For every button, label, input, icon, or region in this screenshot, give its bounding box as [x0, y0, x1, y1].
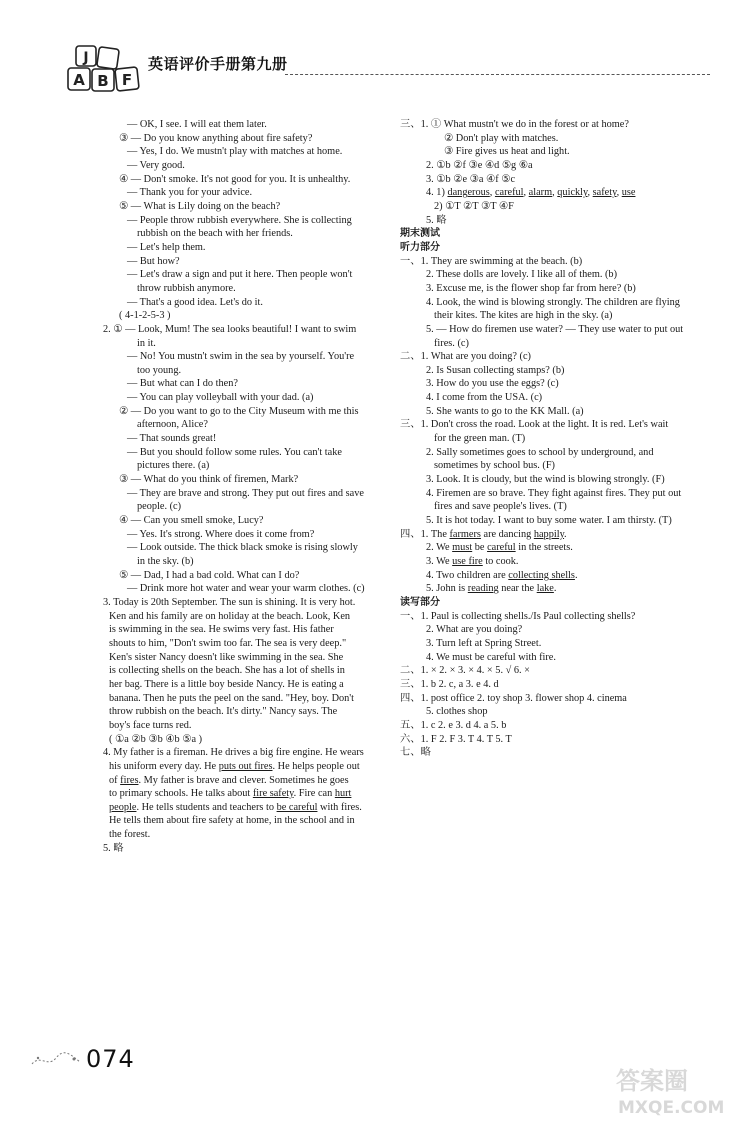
answer-line: — Yes. It's strong. Where does it come from? — [127, 528, 315, 540]
answer-line: 读写部分 — [400, 596, 440, 608]
answer-line: — Drink more hot water and wear your warm clothes. (c) — [127, 583, 365, 595]
page-header — [40, 40, 710, 92]
text-segment: , — [523, 187, 529, 199]
answer-line: 3. ①b ②e ③a ④f ⑤c — [426, 173, 516, 185]
answer-line: afternoon, Alice? — [137, 419, 208, 431]
answer-line: ③ — What do you think of firemen, Mark? — [119, 474, 299, 486]
answer-line: 4. Firemen are so brave. They fight against fires. They put out — [426, 487, 682, 499]
svg-text:MXQE.COM: MXQE.COM — [618, 1098, 725, 1118]
answer-line: 5. She wants to go to the KK Mall. (a) — [426, 405, 584, 417]
answer-line: ③ Fire gives us heat and light. — [444, 146, 570, 158]
answer-line: her bag. There is a little boy beside Nancy. He is eating a — [109, 678, 344, 690]
answer-line: — But how? — [127, 255, 180, 267]
underlined-answer: hurt — [334, 788, 352, 800]
underlined-answer: must — [452, 542, 473, 554]
answer-line: 三、1. Don't cross the road. Look at the light. It is red. Let's wait — [400, 419, 669, 431]
left-column-answers — [93, 118, 378, 855]
answer-line: 5. It is hot today. I want to buy some water. I am thirsty. (T) — [426, 515, 672, 527]
text-segment: are dancing — [480, 528, 534, 540]
text-segment: . — [553, 583, 557, 595]
answer-line: 二、1. What are you doing? (c) — [400, 351, 531, 363]
answer-line: 2. ①b ②f ③e ④d ⑤g ⑥a — [426, 159, 533, 171]
answer-line: boy's face turns red. — [109, 719, 192, 731]
answer-line: their kites. The kites are high in the sky. (a) — [434, 310, 613, 322]
answer-line — [93, 801, 378, 815]
text-segment: to primary schools. He talks about — [109, 788, 253, 800]
answer-line: 5. 略 — [426, 214, 447, 226]
answer-line: 4. I come from the USA. (c) — [426, 392, 543, 404]
underlined-answer: careful — [494, 187, 524, 199]
answer-line: 5. clothes shop — [426, 706, 488, 718]
answer-line: ④ — Don't smoke. It's not good for you. It is unhealthy. — [119, 173, 351, 185]
answer-line: — Let's help them. — [127, 241, 206, 253]
text-segment: to cook. — [482, 556, 519, 567]
underlined-answer: farmers — [449, 528, 481, 540]
answer-line: throw rubbish anymore. — [137, 282, 236, 294]
answer-line: 2) ①T ②T ③T ④F — [434, 200, 514, 212]
answer-line: ② Don't play with matches. — [444, 132, 559, 144]
answer-line — [93, 760, 378, 774]
text-segment: 3. We — [426, 556, 453, 567]
text-segment: with fires. — [317, 801, 362, 813]
answer-line: 3. Today is 20th September. The sun is shining. It is very hot. — [103, 596, 356, 608]
answer-line: in the sky. (b) — [137, 556, 194, 567]
answer-line: 4. Look, the wind is blowing strongly. The children are flying — [426, 296, 680, 308]
text-segment: , — [616, 187, 622, 199]
answer-line: 六、1. F 2. F 3. T 4. T 5. T — [400, 733, 512, 745]
answer-line: 2. These dolls are lovely. I like all of them. (b) — [426, 269, 618, 281]
answer-line: 3. Turn left at Spring Street. — [426, 637, 542, 649]
answer-line: 3. How do you use the eggs? (c) — [426, 378, 559, 390]
answer-line: 5. 略 — [103, 842, 124, 854]
logo-letter-3: F — [121, 71, 133, 89]
answer-line: sometimes by school bus. (F) — [434, 460, 555, 472]
answer-line — [93, 774, 378, 788]
answer-line: 二、1. × 2. × 3. × 4. × 5. √ 6. × — [400, 665, 530, 677]
answer-line: — Yes, I do. We mustn't play with matches at home. — [127, 146, 343, 158]
answer-line: 三、1. ① What mustn't we do in the forest or at home? — [400, 119, 629, 130]
answer-line: 2. Is Susan collecting stamps? (b) — [426, 364, 565, 376]
answer-line: ( ①a ②b ③b ④b ⑤a ) — [109, 733, 203, 745]
answer-line — [93, 814, 378, 828]
answer-line: — You can play volleyball with your dad. (a) — [127, 392, 314, 404]
answer-line — [400, 569, 705, 583]
answer-line: — They are brave and strong. They put out fires and save — [127, 487, 364, 499]
text-segment: 4. 1) — [426, 187, 448, 199]
answer-line: people. (c) — [137, 501, 182, 513]
text-segment: 5. John is — [426, 583, 468, 595]
underlined-answer: careful — [487, 542, 516, 554]
answer-line: 5. — How do firemen use water? — They use water to put out — [426, 323, 684, 335]
answer-line: 四、1. post office 2. toy shop 3. flower shop 4. cinema — [400, 692, 627, 704]
text-segment: his uniform every day. He — [109, 760, 219, 772]
answer-line: — Very good. — [127, 159, 185, 171]
answer-line: is collecting shells on the beach. She has a lot of shells in — [109, 665, 345, 677]
answer-line: — But what can I do then? — [127, 378, 238, 390]
answer-line: ③ — Do you know anything about fire safety? — [119, 132, 313, 144]
logo-letter-2: A — [73, 71, 85, 89]
text-segment: . — [564, 528, 567, 540]
underlined-answer: be careful — [276, 801, 318, 813]
text-segment: , — [489, 187, 495, 199]
underlined-answer: reading — [467, 583, 499, 595]
text-segment: the forest. — [109, 829, 151, 841]
page-number: 074 — [86, 1045, 135, 1073]
text-segment: of — [109, 774, 121, 786]
text-segment: be — [472, 542, 488, 554]
answer-line: 三、1. b 2. c, a 3. e 4. d — [400, 678, 499, 690]
answer-line: — Look outside. The thick black smoke is rising slowly — [127, 542, 358, 554]
underlined-answer: use fire — [452, 556, 483, 567]
answer-line — [93, 746, 378, 760]
text-segment: 4. Two children are — [426, 569, 509, 581]
underlined-answer: fires — [120, 774, 139, 786]
answer-line — [400, 528, 705, 542]
answer-line: fires. (c) — [434, 337, 469, 349]
text-segment: , — [587, 187, 593, 199]
answer-line: 七、略 — [400, 747, 431, 759]
answer-line — [93, 787, 378, 801]
answer-line: shouts to him, "Don't swim too far. The sea is very deep." — [109, 637, 347, 649]
answer-line: — Let's draw a sign and put it here. Then people won't — [127, 269, 353, 281]
answer-line: fires and save people's lives. (T) — [434, 501, 567, 513]
text-segment: in the streets. — [515, 542, 573, 554]
answer-line: — That sounds great! — [127, 433, 217, 445]
answer-line: 4. We must be careful with fire. — [426, 651, 556, 663]
answer-line: banana. Then he puts the peel on the sand. "Hey, boy. Don't — [109, 692, 355, 704]
svg-text:答案圈: 答案圈 — [616, 1067, 688, 1095]
underlined-answer: alarm — [528, 187, 553, 199]
underlined-answer: puts out fires — [218, 760, 273, 772]
text-segment: . He helps people out — [272, 760, 360, 772]
header-divider — [285, 74, 710, 75]
underlined-answer: use — [621, 187, 636, 199]
text-segment: He tells them about fire safety at home, in the school and in — [109, 815, 355, 827]
answer-line: — People throw rubbish everywhere. She is collecting — [127, 214, 352, 226]
logo-letter-1: J — [83, 50, 89, 66]
answer-line: 听力部分 — [400, 241, 440, 253]
answer-line: — Thank you for your advice. — [127, 187, 253, 199]
right-column-answers — [400, 118, 705, 760]
answer-line: in it. — [137, 337, 156, 349]
underlined-answer: quickly — [557, 187, 588, 199]
answer-line: throw rubbish on the beach. It's dirty." Nancy says. The — [109, 706, 338, 718]
answer-line: — No! You mustn't swim in the sea by yourself. You're — [127, 351, 355, 363]
svg-text:B: B — [97, 72, 109, 90]
answer-line — [400, 541, 705, 555]
answer-line: ② — Do you want to go to the City Museum with me this — [119, 405, 359, 417]
answer-line: rubbish on the beach with her friends. — [137, 228, 293, 240]
answer-line: 一、1. Paul is collecting shells./Is Paul collecting shells? — [400, 610, 636, 622]
text-segment: . He tells students and teachers to — [136, 801, 277, 813]
text-segment: . — [574, 569, 578, 581]
answer-line: — That's a good idea. Let's do it. — [127, 296, 263, 308]
underlined-answer: fire safety — [252, 788, 294, 800]
answer-line — [400, 186, 705, 200]
answer-line: — But you should follow some rules. You can't take — [127, 446, 342, 458]
answer-line — [93, 828, 378, 842]
text-segment: . Fire can — [293, 788, 335, 800]
answer-line — [400, 555, 705, 569]
answer-line: 2. ① — Look, Mum! The sea looks beautiful! I want to swim — [103, 323, 357, 335]
answer-line — [400, 582, 705, 596]
answer-line: 2. Sally sometimes goes to school by underground, and — [426, 446, 654, 458]
answer-line: pictures there. (a) — [137, 460, 210, 472]
answer-line: Ken's sister Nancy doesn't like swimming in the sea. She — [109, 651, 344, 663]
text-segment: near the — [498, 583, 537, 595]
answer-line: too young. — [137, 364, 182, 376]
answer-line: 3. Look. It is cloudy, but the wind is blowing strongly. (F) — [426, 474, 665, 486]
underlined-answer: happily — [533, 528, 565, 540]
answer-line: ⑤ — What is Lily doing on the beach? — [119, 200, 281, 212]
underlined-answer: people — [109, 801, 137, 813]
answer-line: — OK, I see. I will eat them later. — [127, 119, 267, 130]
answer-line: 五、1. c 2. e 3. d 4. a 5. b — [400, 719, 507, 731]
answer-line: ( 4-1-2-5-3 ) — [119, 310, 171, 322]
answer-line: 期末测试 — [400, 228, 440, 240]
text-segment: , — [552, 187, 558, 199]
answer-line: for the green man. (T) — [434, 433, 526, 445]
watermark-logo — [608, 1061, 738, 1119]
underlined-answer: collecting shells — [508, 569, 575, 581]
answer-line: 一、1. They are swimming at the beach. (b) — [400, 255, 583, 267]
answer-line: 3. Excuse me, is the flower shop far from here? (b) — [426, 282, 636, 294]
page-title: 英语评价手册第九册 — [148, 55, 288, 73]
underlined-answer: safety — [592, 187, 617, 199]
answer-line: ⑤ — Dad, I had a bad cold. What can I do? — [119, 569, 300, 581]
text-segment: 4. My father is a fireman. He drives a big fire engine. He wears — [103, 747, 364, 759]
answer-line: is swimming in the sea. He swims very fast. His father — [109, 624, 334, 636]
text-segment: 2. We — [426, 542, 453, 554]
text-segment: . My father is brave and clever. Sometimes he goes — [138, 774, 349, 786]
text-segment: 四、1. The — [400, 528, 450, 540]
answer-line: 2. What are you doing? — [426, 624, 523, 636]
underlined-answer: lake — [536, 583, 554, 595]
abc-blocks-logo — [66, 42, 146, 92]
answer-line: ④ — Can you smell smoke, Lucy? — [119, 515, 264, 527]
decorative-flourish-icon — [30, 1050, 82, 1070]
underlined-answer: dangerous — [447, 187, 490, 199]
answer-line: Ken and his family are on holiday at the beach. Look, Ken — [109, 610, 351, 622]
